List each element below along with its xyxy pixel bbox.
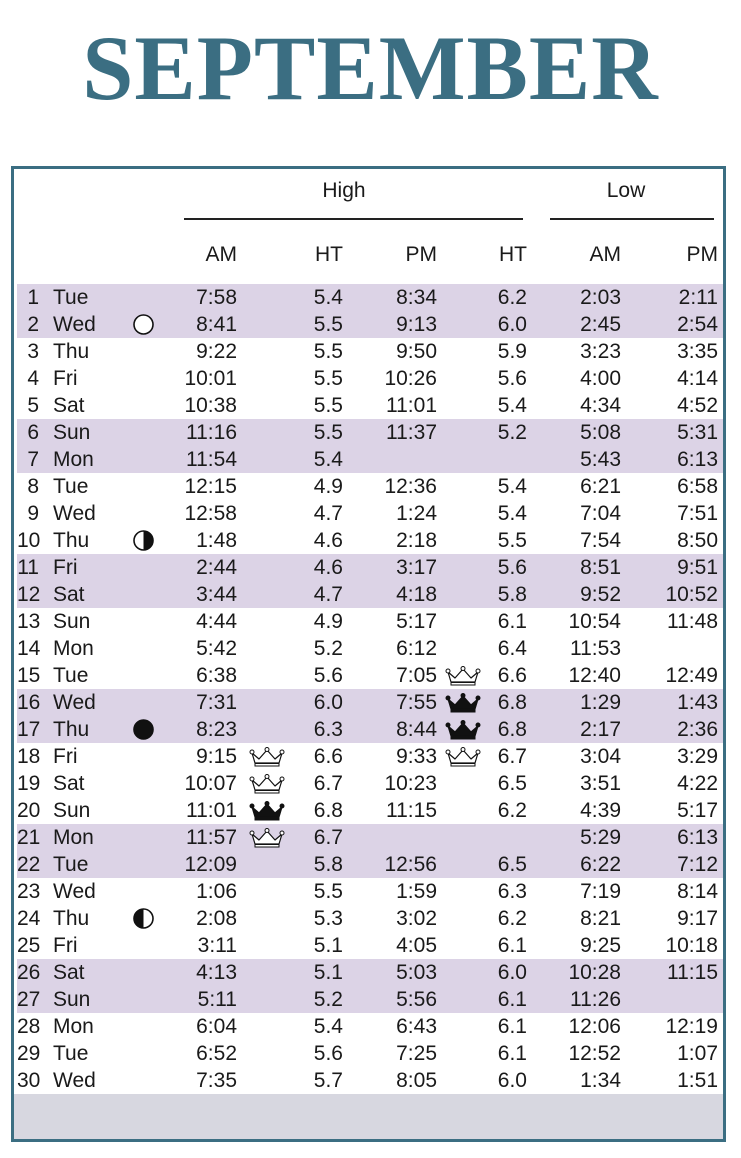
table-row: [17, 932, 723, 959]
table-row: [17, 770, 723, 797]
low-pm-time: 11:48: [667, 610, 718, 633]
day-number: 14: [17, 637, 41, 660]
high-am-time: 10:38: [184, 394, 237, 417]
day-number: 20: [17, 799, 41, 822]
high-pm-time: 8:44: [396, 718, 437, 741]
high-am-time: 1:06: [196, 880, 237, 903]
weekday: Mon: [53, 448, 94, 471]
day-number: 29: [17, 1042, 41, 1065]
high-am-time: 8:41: [196, 313, 237, 336]
high-pm-height: 5.4: [497, 502, 527, 525]
high-pm-time: 1:59: [396, 880, 437, 903]
col-header-low-pm: PM: [686, 243, 718, 266]
high-am-height: 6.7: [313, 826, 343, 849]
low-am-time: 7:04: [580, 502, 621, 525]
high-pm-time: 12:36: [384, 475, 437, 498]
weekday: Thu: [53, 340, 90, 363]
high-am-height: 5.7: [313, 1069, 343, 1092]
high-am-time: 11:16: [186, 421, 237, 444]
first-quarter-moon-icon: [133, 908, 154, 929]
high-am-height: 5.5: [313, 340, 343, 363]
table-row: [17, 1040, 723, 1067]
high-pm-height: 6.5: [497, 853, 527, 876]
high-am-height: 5.1: [313, 934, 343, 957]
day-number: 9: [27, 502, 39, 525]
high-am-time: 4:13: [196, 961, 237, 984]
weekday: Mon: [53, 826, 94, 849]
high-pm-height: 6.2: [497, 799, 527, 822]
low-pm-time: 11:15: [667, 961, 718, 984]
high-am-time: 9:22: [196, 340, 237, 363]
high-am-time: 2:44: [196, 556, 237, 579]
outline-crown-icon: [249, 747, 285, 767]
solid-crown-icon: [249, 801, 285, 821]
low-pm-time: 8:50: [677, 529, 718, 552]
table-row: [17, 500, 723, 527]
weekday: Wed: [53, 502, 96, 525]
weekday: Sat: [53, 961, 85, 984]
low-am-time: 4:34: [580, 394, 621, 417]
high-am-height: 6.0: [313, 691, 343, 714]
high-am-time: 2:08: [196, 907, 237, 930]
day-number: 22: [17, 853, 41, 876]
high-am-height: 6.3: [313, 718, 343, 741]
low-pm-time: 5:31: [677, 421, 718, 444]
high-pm-time: 8:34: [396, 286, 437, 309]
high-header-rule: [184, 218, 523, 220]
weekday: Wed: [53, 1069, 96, 1092]
last-quarter-moon-icon: [133, 530, 154, 551]
low-am-time: 1:29: [580, 691, 621, 714]
weekday: Sun: [53, 988, 91, 1011]
table-row: [17, 743, 723, 770]
low-pm-time: 9:51: [677, 556, 718, 579]
full-moon-icon: [133, 314, 154, 335]
high-pm-time: 6:12: [396, 637, 437, 660]
page-title: SEPTEMBER: [82, 17, 659, 119]
low-am-time: 12:06: [568, 1015, 621, 1038]
day-number: 3: [27, 340, 39, 363]
table-row: [17, 554, 723, 581]
day-number: 19: [17, 772, 41, 795]
high-am-time: 10:07: [184, 772, 237, 795]
high-am-height: 4.9: [313, 475, 343, 498]
high-am-height: 5.6: [313, 1042, 343, 1065]
day-number: 16: [17, 691, 41, 714]
low-pm-time: 7:12: [677, 853, 718, 876]
weekday: Fri: [53, 745, 78, 768]
low-pm-time: 1:43: [677, 691, 718, 714]
day-number: 24: [17, 907, 41, 930]
day-number: 5: [27, 394, 39, 417]
high-pm-height: 5.4: [497, 394, 527, 417]
high-pm-height: 6.1: [497, 610, 527, 633]
high-pm-height: 5.2: [497, 421, 527, 444]
high-am-height: 6.6: [313, 745, 343, 768]
high-pm-height: 6.7: [497, 745, 527, 768]
high-am-time: 4:44: [196, 610, 237, 633]
low-am-time: 3:23: [580, 340, 621, 363]
high-pm-time: 12:56: [384, 853, 437, 876]
high-pm-height: 5.5: [497, 529, 527, 552]
weekday: Thu: [53, 718, 90, 741]
high-pm-time: 10:23: [384, 772, 437, 795]
low-am-time: 4:00: [580, 367, 621, 390]
high-pm-time: 5:17: [396, 610, 437, 633]
low-pm-time: 10:18: [665, 934, 718, 957]
high-pm-height: 6.0: [497, 961, 527, 984]
solid-crown-icon: [445, 720, 481, 740]
weekday: Wed: [53, 880, 96, 903]
high-pm-time: 9:50: [396, 340, 437, 363]
table-row: [17, 419, 723, 446]
day-number: 11: [17, 556, 39, 579]
high-pm-time: 4:18: [396, 583, 437, 606]
table-row: [17, 905, 723, 932]
weekday: Thu: [53, 907, 90, 930]
high-pm-height: 6.1: [497, 934, 527, 957]
low-pm-time: 6:58: [677, 475, 718, 498]
solid-crown-icon: [445, 693, 481, 713]
high-am-height: 5.1: [313, 961, 343, 984]
high-pm-time: 9:33: [396, 745, 437, 768]
high-pm-height: 6.1: [497, 1015, 527, 1038]
day-number: 7: [27, 448, 39, 471]
table-row: [17, 1013, 723, 1040]
table-row: [17, 716, 723, 743]
table-row: [17, 851, 723, 878]
new-moon-icon: [133, 719, 154, 740]
low-am-time: 5:08: [580, 421, 621, 444]
weekday: Mon: [53, 637, 94, 660]
low-pm-time: 4:52: [677, 394, 718, 417]
low-am-time: 8:51: [580, 556, 621, 579]
high-am-time: 7:58: [196, 286, 237, 309]
weekday: Fri: [53, 556, 78, 579]
day-number: 30: [17, 1069, 41, 1092]
high-am-height: 5.5: [313, 367, 343, 390]
high-pm-time: 11:37: [386, 421, 437, 444]
tide-rows: [17, 284, 723, 1094]
low-am-time: 2:03: [580, 286, 621, 309]
high-pm-time: 4:05: [396, 934, 437, 957]
high-am-height: 4.7: [313, 583, 343, 606]
low-pm-time: 8:14: [677, 880, 718, 903]
low-am-time: 10:54: [568, 610, 621, 633]
col-header-high-am-height: HT: [315, 243, 343, 266]
high-pm-height: 6.2: [497, 907, 527, 930]
table-row: [17, 959, 723, 986]
high-pm-time: 5:03: [396, 961, 437, 984]
table-row: [17, 581, 723, 608]
low-pm-time: 4:22: [677, 772, 718, 795]
high-am-time: 6:52: [196, 1042, 237, 1065]
day-number: 21: [17, 826, 41, 849]
day-number: 25: [17, 934, 41, 957]
outline-crown-icon: [445, 666, 481, 686]
weekday: Thu: [53, 529, 90, 552]
high-am-time: 6:38: [196, 664, 237, 687]
table-row: [17, 365, 723, 392]
high-am-time: 11:57: [186, 826, 237, 849]
day-number: 26: [17, 961, 41, 984]
high-am-height: 5.5: [313, 421, 343, 444]
high-pm-height: 6.3: [497, 880, 527, 903]
high-pm-time: 1:24: [396, 502, 437, 525]
day-number: 8: [27, 475, 39, 498]
low-pm-time: 2:36: [677, 718, 718, 741]
high-am-time: 5:11: [197, 988, 237, 1011]
low-pm-time: 2:11: [678, 286, 718, 309]
tide-table: [11, 166, 726, 1142]
day-number: 12: [17, 583, 41, 606]
high-am-height: 5.5: [313, 313, 343, 336]
low-pm-time: 4:14: [677, 367, 718, 390]
high-am-time: 9:15: [196, 745, 237, 768]
table-row: [17, 689, 723, 716]
outline-crown-icon: [249, 774, 285, 794]
high-pm-time: 11:15: [386, 799, 437, 822]
day-number: 2: [27, 313, 39, 336]
high-pm-time: 3:02: [396, 907, 437, 930]
high-pm-height: 6.8: [497, 718, 527, 741]
weekday: Mon: [53, 1015, 94, 1038]
high-pm-height: 6.5: [497, 772, 527, 795]
high-am-height: 6.7: [313, 772, 343, 795]
high-pm-height: 6.8: [497, 691, 527, 714]
low-am-time: 9:52: [580, 583, 621, 606]
high-am-height: 5.6: [313, 664, 343, 687]
weekday: Wed: [53, 691, 96, 714]
low-am-time: 6:22: [580, 853, 621, 876]
weekday: Tue: [53, 475, 89, 498]
weekday: Sun: [53, 610, 91, 633]
high-am-time: 7:31: [196, 691, 237, 714]
low-pm-time: 2:54: [677, 313, 718, 336]
low-am-time: 1:34: [580, 1069, 621, 1092]
high-pm-height: 6.0: [497, 1069, 527, 1092]
outline-crown-icon: [445, 747, 481, 767]
table-row: [17, 824, 723, 851]
low-pm-time: 7:51: [677, 502, 718, 525]
day-number: 17: [17, 718, 41, 741]
high-am-time: 6:04: [196, 1015, 237, 1038]
high-am-height: 5.3: [313, 907, 343, 930]
weekday: Sat: [53, 772, 85, 795]
high-pm-height: 6.1: [497, 988, 527, 1011]
high-am-time: 1:48: [196, 529, 237, 552]
table-row: [17, 662, 723, 689]
col-header-high-pm: PM: [405, 243, 437, 266]
col-header-low-am: AM: [589, 243, 621, 266]
table-row: [17, 311, 723, 338]
high-pm-height: 5.6: [497, 556, 527, 579]
high-pm-time: 5:56: [396, 988, 437, 1011]
high-am-height: 4.9: [313, 610, 343, 633]
high-am-height: 5.8: [313, 853, 343, 876]
day-number: 27: [17, 988, 41, 1011]
table-row: [17, 608, 723, 635]
high-pm-time: 7:25: [396, 1042, 437, 1065]
high-am-height: 5.4: [313, 448, 343, 471]
high-am-time: 12:58: [184, 502, 237, 525]
high-pm-time: 9:13: [396, 313, 437, 336]
high-am-time: 3:44: [196, 583, 237, 606]
table-row: [17, 527, 723, 554]
high-am-time: 11:54: [186, 448, 237, 471]
col-header-high-am: AM: [205, 243, 237, 266]
high-am-height: 6.8: [313, 799, 343, 822]
high-pm-time: 3:17: [396, 556, 437, 579]
table-row: [17, 284, 723, 311]
high-pm-time: 6:43: [396, 1015, 437, 1038]
high-am-height: 4.6: [313, 529, 343, 552]
high-am-time: 10:01: [184, 367, 237, 390]
high-am-time: 11:01: [186, 799, 237, 822]
low-am-time: 5:29: [580, 826, 621, 849]
high-pm-height: 5.8: [497, 583, 527, 606]
high-am-height: 5.2: [313, 988, 343, 1011]
high-pm-height: 6.4: [497, 637, 527, 660]
low-pm-time: 10:52: [665, 583, 718, 606]
weekday: Sun: [53, 421, 91, 444]
low-am-time: 2:17: [580, 718, 621, 741]
high-pm-time: 10:26: [384, 367, 437, 390]
high-pm-height: 5.4: [497, 475, 527, 498]
low-pm-time: 5:17: [677, 799, 718, 822]
outline-crown-icon: [249, 828, 285, 848]
day-number: 28: [17, 1015, 41, 1038]
low-group-header: Low: [606, 179, 646, 202]
day-number: 10: [17, 529, 41, 552]
weekday: Tue: [53, 286, 89, 309]
low-am-time: 3:04: [580, 745, 621, 768]
high-am-height: 5.5: [313, 394, 343, 417]
weekday: Wed: [53, 313, 96, 336]
low-pm-time: 12:49: [665, 664, 718, 687]
high-am-height: 4.6: [313, 556, 343, 579]
low-am-time: 12:52: [568, 1042, 621, 1065]
high-am-time: 7:35: [196, 1069, 237, 1092]
low-am-time: 12:40: [568, 664, 621, 687]
day-number: 1: [27, 286, 39, 309]
low-pm-time: 12:19: [665, 1015, 718, 1038]
table-row: [17, 635, 723, 662]
low-am-time: 4:39: [580, 799, 621, 822]
high-am-time: 5:42: [196, 637, 237, 660]
low-am-time: 2:45: [580, 313, 621, 336]
table-footer-band: [14, 1094, 723, 1139]
low-am-time: 7:19: [580, 880, 621, 903]
table-row: [17, 797, 723, 824]
low-am-time: 11:53: [570, 637, 621, 660]
high-am-time: 3:11: [197, 934, 237, 957]
high-am-time: 8:23: [196, 718, 237, 741]
weekday: Sun: [53, 799, 91, 822]
weekday: Fri: [53, 934, 78, 957]
low-am-time: 8:21: [580, 907, 621, 930]
low-am-time: 5:43: [580, 448, 621, 471]
table-row: [17, 878, 723, 905]
high-am-height: 5.2: [313, 637, 343, 660]
day-number: 15: [17, 664, 41, 687]
high-am-height: 5.4: [313, 1015, 343, 1038]
day-number: 18: [17, 745, 41, 768]
low-am-time: 9:25: [580, 934, 621, 957]
high-pm-time: 2:18: [396, 529, 437, 552]
weekday: Tue: [53, 664, 89, 687]
day-number: 13: [17, 610, 41, 633]
high-pm-time: 11:01: [386, 394, 437, 417]
high-am-time: 12:09: [184, 853, 237, 876]
table-row: [17, 338, 723, 365]
table-row: [17, 446, 723, 473]
high-am-height: 4.7: [313, 502, 343, 525]
high-pm-time: 7:05: [396, 664, 437, 687]
low-pm-time: 6:13: [677, 448, 718, 471]
low-am-time: 6:21: [580, 475, 621, 498]
high-pm-height: 6.0: [497, 313, 527, 336]
high-pm-time: 7:55: [396, 691, 437, 714]
high-pm-height: 5.6: [497, 367, 527, 390]
low-am-time: 10:28: [568, 961, 621, 984]
high-am-height: 5.5: [313, 880, 343, 903]
table-row: [17, 473, 723, 500]
low-header-rule: [550, 218, 714, 220]
day-number: 4: [27, 367, 39, 390]
high-pm-height: 6.1: [497, 1042, 527, 1065]
table-row: [17, 986, 723, 1013]
low-am-time: 11:26: [570, 988, 621, 1011]
low-am-time: 7:54: [580, 529, 621, 552]
day-number: 6: [27, 421, 39, 444]
low-pm-time: 1:07: [677, 1042, 718, 1065]
weekday: Tue: [53, 1042, 89, 1065]
high-am-time: 12:15: [184, 475, 237, 498]
low-pm-time: 6:13: [677, 826, 718, 849]
high-pm-height: 6.2: [497, 286, 527, 309]
weekday: Sat: [53, 394, 85, 417]
low-am-time: 3:51: [580, 772, 621, 795]
high-am-height: 5.4: [313, 286, 343, 309]
col-header-high-pm-height: HT: [499, 243, 527, 266]
high-pm-height: 6.6: [497, 664, 527, 687]
low-pm-time: 9:17: [677, 907, 718, 930]
high-pm-time: 8:05: [396, 1069, 437, 1092]
table-row: [17, 392, 723, 419]
day-number: 23: [17, 880, 41, 903]
low-pm-time: 3:35: [677, 340, 718, 363]
low-pm-time: 1:51: [677, 1069, 718, 1092]
high-pm-height: 5.9: [497, 340, 527, 363]
weekday: Fri: [53, 367, 78, 390]
weekday: Sat: [53, 583, 85, 606]
low-pm-time: 3:29: [677, 745, 718, 768]
weekday: Tue: [53, 853, 89, 876]
high-group-header: High: [322, 179, 366, 202]
table-row: [17, 1067, 723, 1094]
